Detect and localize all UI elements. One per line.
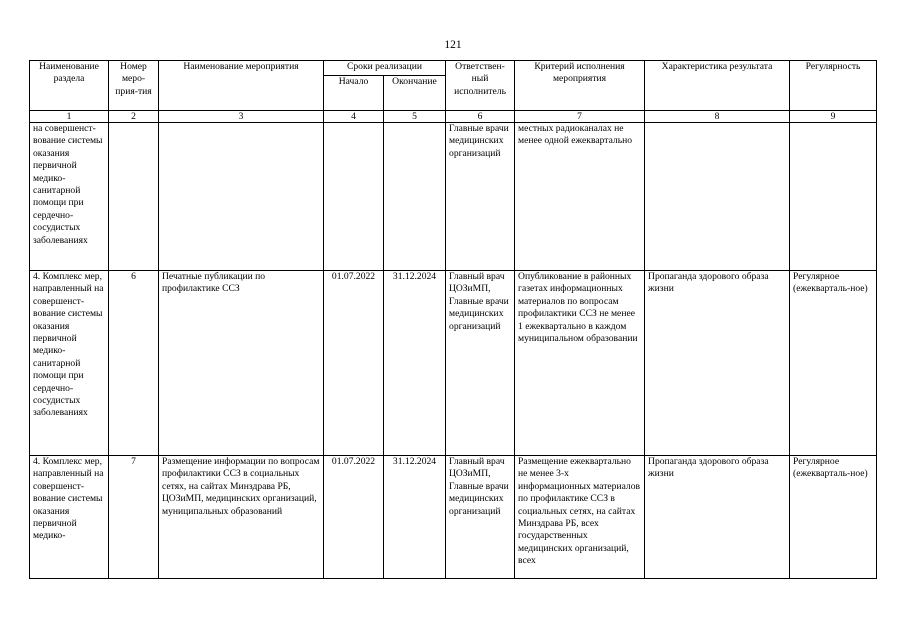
cell-criterion: Размещение ежеквартально не менее 3-х информационных материалов по профилактике ССЗ в социальных сетях, на сайтах Минздрава РБ, всех государственных медицинских организаций, всех [515,456,645,579]
cell-criterion: Опубликование в районных газетах информационных материалов по вопросам профилактики ССЗ не менее 1 ежеквартально в каждом муниципальном образовании [515,271,645,456]
cell-end [384,123,446,271]
header-terms: Сроки реализации [324,61,446,76]
cell-section: 4. Комплекс мер, направленный на совершенст-вование системы оказания первичной медико-санитарной помощи при сердечно-сосудистых заболеваниях [30,271,109,456]
table-row [30,271,877,456]
cell-result: Пропаганда здорового образа жизни [645,271,790,456]
header-event-name: Наименование мероприятия [159,61,324,111]
cell-result [645,123,790,271]
cell-end: 31.12.2024 [384,456,446,579]
cell-event: Печатные публикации по профилактике ССЗ [159,271,324,456]
header-responsible: Ответствен-ный исполнитель [446,61,515,111]
cell-criterion: местных радиоканалах не менее одной ежеквартально [515,123,645,271]
page-number: 121 [444,39,462,51]
events-table [29,60,877,579]
column-numbers-row [30,111,877,123]
header-section-name: Наименование раздела [30,61,109,111]
column-number: 3 [159,111,324,123]
cell-regularity: Регулярное (ежекварталь-ное) [790,456,877,579]
header-result: Характеристика результата [645,61,790,111]
cell-regularity: Регулярное (ежекварталь-ное) [790,271,877,456]
cell-section: на совершенст-вование системы оказания первичной медико-санитарной помощи при сердечно-сосудистых заболеваниях [30,123,109,271]
header-criterion: Критерий исполнения мероприятия [515,61,645,111]
column-number: 5 [384,111,446,123]
cell-number: 6 [109,271,159,456]
cell-responsible: Главные врачи медицинских организаций [446,123,515,271]
header-row [30,61,877,76]
column-number: 4 [324,111,384,123]
cell-responsible: Главный врач ЦОЗиМП, Главные врачи медицинских организаций [446,271,515,456]
cell-start [324,123,384,271]
header-regularity: Регулярность [790,61,877,111]
table-row [30,456,877,579]
cell-number [109,123,159,271]
cell-regularity [790,123,877,271]
header-end: Окончание [384,76,446,111]
column-number: 1 [30,111,109,123]
cell-event [159,123,324,271]
cell-start: 01.07.2022 [324,271,384,456]
column-number: 6 [446,111,515,123]
table-row [30,123,877,271]
cell-number: 7 [109,456,159,579]
column-number: 9 [790,111,877,123]
cell-section: 4. Комплекс мер, направленный на совершенст-вование системы оказания первичной медико- [30,456,109,579]
column-number: 2 [109,111,159,123]
cell-end: 31.12.2024 [384,271,446,456]
cell-start: 01.07.2022 [324,456,384,579]
cell-responsible: Главный врач ЦОЗиМП, Главные врачи медицинских организаций [446,456,515,579]
column-number: 8 [645,111,790,123]
cell-event: Размещение информации по вопросам профилактики ССЗ в социальных сетях, на сайтах Минздрава РБ, ЦОЗиМП, медицинских организаций, муниципальных образований [159,456,324,579]
cell-result: Пропаганда здорового образа жизни [645,456,790,579]
header-start: Начало [324,76,384,111]
header-number: Номер меро-прия-тия [109,61,159,111]
column-number: 7 [515,111,645,123]
